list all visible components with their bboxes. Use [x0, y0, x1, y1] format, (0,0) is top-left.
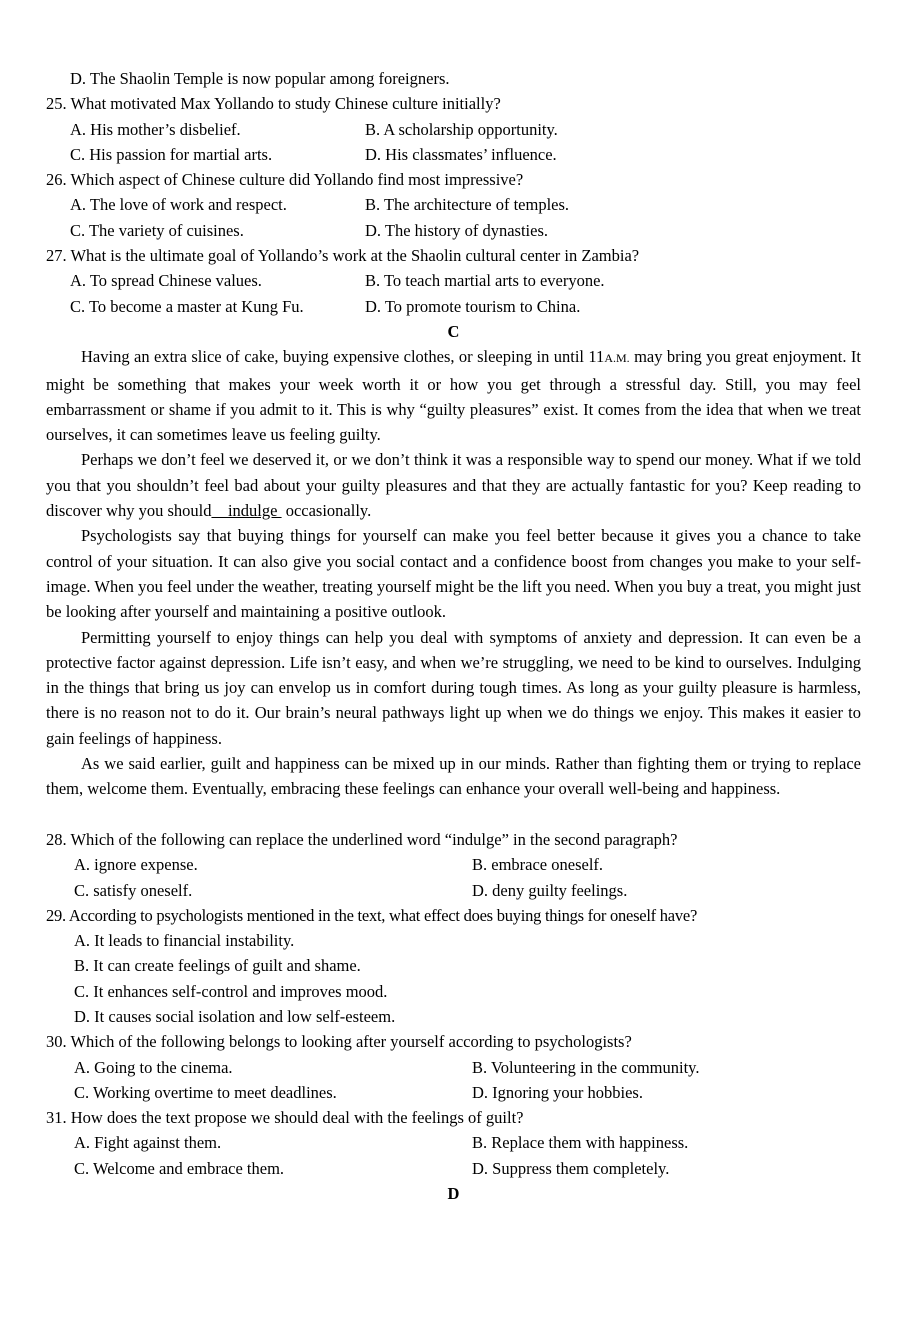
option-c: C. His passion for martial arts. — [70, 144, 273, 164]
option-d: D. To promote tourism to China. — [365, 296, 581, 316]
question-text: According to psychologists mentioned in the text, what effect does buying things for oneself have? — [68, 905, 698, 925]
question-number: 31. — [46, 1108, 67, 1128]
passage-paragraph-5: As we said earlier, guilt and happiness can be mixed up in our minds. Rather than fighting them or trying to replace them, welcome them. Eventually, embracing these feelings can enhance your overall well-being and happiness. — [46, 754, 861, 799]
option-a: A. His mother’s disbelief. — [70, 119, 241, 139]
option-d: D. Ignoring your hobbies. — [472, 1082, 643, 1102]
option-c: C. Working overtime to meet deadlines. — [74, 1082, 337, 1102]
option-d: D. The history of dynasties. — [365, 220, 549, 240]
question-number: 28. — [46, 829, 67, 849]
paragraph-text: occasionally. — [285, 501, 372, 521]
option-d: D. Suppress them completely. — [472, 1158, 670, 1178]
passage-paragraph-4: Permitting yourself to enjoy things can help you deal with symptoms of anxiety and depression. It can even be a protective factor against depression. Life isn’t easy, and when we’re struggling, we need to be kind to ourselves. Indulging in the things that bring us joy can envelop us in comfort during tough times. As long as your guilty pleasure is harmless, there is no reason not to do it. Our brain’s neural pathways light up when we do things we enjoy. This makes it easier to gain feelings of happiness. — [46, 627, 861, 748]
question-26-stem — [46, 167, 861, 192]
question-29-stem — [46, 903, 861, 928]
option-a: A. It leads to financial instability. — [74, 931, 295, 951]
option-c: C. It enhances self-control and improves mood. — [74, 981, 388, 1001]
option-a: A. ignore expense. — [74, 855, 198, 875]
time-suffix: A.M. — [604, 351, 630, 366]
question-30-options-row-1 — [46, 1055, 861, 1080]
question-text: Which of the following belongs to looking after yourself according to psychologists? — [70, 1032, 632, 1052]
passage-paragraph-2 — [46, 447, 861, 523]
option-b: B. embrace oneself. — [472, 855, 604, 875]
question-number: 26. — [46, 170, 67, 190]
option-a: A. The love of work and respect. — [70, 195, 287, 215]
question-text: What motivated Max Yollando to study Chinese culture initially? — [70, 94, 501, 114]
option-c: C. The variety of cuisines. — [70, 220, 244, 240]
question-25-stem — [46, 91, 861, 116]
exam-page — [46, 66, 861, 1206]
question-number: 30. — [46, 1032, 67, 1052]
option-b: B. Replace them with happiness. — [472, 1133, 689, 1153]
section-c-heading: C — [447, 321, 460, 341]
option-b: B. It can create feelings of guilt and shame. — [74, 956, 361, 976]
question-text: Which aspect of Chinese culture did Yollando find most impressive? — [70, 170, 524, 190]
question-number: 25. — [46, 94, 67, 114]
passage-paragraph-1 — [46, 344, 861, 447]
option-a: A. Going to the cinema. — [74, 1057, 233, 1077]
question-number: 29. — [46, 905, 66, 925]
question-28-stem — [46, 827, 861, 852]
option-a: A. Fight against them. — [74, 1133, 222, 1153]
option-b: B. To teach martial arts to everyone. — [365, 271, 605, 291]
option-c: C. Welcome and embrace them. — [74, 1158, 285, 1178]
question-31-stem — [46, 1105, 861, 1130]
option-b: B. Volunteering in the community. — [472, 1057, 700, 1077]
question-25-options-row-1 — [46, 117, 861, 142]
option-b: B. The architecture of temples. — [365, 195, 570, 215]
paragraph-text: may bring you great enjoyment. It might be something that makes your week worth it or how you get through a stressful day. Still, you may feel embarrassment or shame if you admit to it. This is why “guilty pleasures” exist. It comes from the idea that when we treat ourselves, it can sometimes leave us feeling guilty. — [46, 347, 861, 445]
prev-question-option-d: D. The Shaolin Temple is now popular among foreigners. — [70, 69, 450, 88]
section-d-heading: D — [447, 1184, 460, 1204]
option-d: D. deny guilty feelings. — [472, 880, 628, 900]
question-27-options-row-2 — [46, 294, 861, 319]
option-b: B. A scholarship opportunity. — [365, 119, 558, 139]
question-27-options-row-1 — [46, 268, 861, 293]
option-d: D. His classmates’ influence. — [365, 144, 557, 164]
question-26-options-row-1 — [46, 192, 861, 217]
option-a: A. To spread Chinese values. — [70, 271, 262, 291]
question-28-options-row-1 — [46, 852, 861, 877]
question-28-options-row-2 — [46, 878, 861, 903]
question-30-stem — [46, 1029, 861, 1054]
spacer — [46, 802, 861, 827]
question-text: What is the ultimate goal of Yollando’s work at the Shaolin cultural center in Zambia? — [70, 246, 640, 266]
option-d: D. It causes social isolation and low self-esteem. — [74, 1006, 396, 1026]
passage-paragraph-3: Psychologists say that buying things for yourself can make you feel better because it gives you a chance to take control of your situation. It can also give you social contact and a confidence boost from changes you make to your self-image. When you feel under the weather, treating yourself might be the lift you need. When you buy a treat, you might just be looking after yourself and maintaining a positive outlook. — [46, 526, 861, 622]
option-c: C. satisfy oneself. — [74, 880, 193, 900]
question-text: Which of the following can replace the underlined word “indulge” in the second paragraph? — [70, 829, 678, 849]
underlined-word-indulge: indulge — [211, 501, 282, 521]
question-31-options-row-1 — [46, 1130, 861, 1155]
question-26-options-row-2 — [46, 218, 861, 243]
paragraph-text: Having an extra slice of cake, buying expensive clothes, or sleeping in until 11 — [81, 347, 605, 367]
question-number: 27. — [46, 246, 67, 266]
question-text: How does the text propose we should deal with the feelings of guilt? — [70, 1108, 524, 1128]
paragraph-text: Perhaps we don’t feel we deserved it, or we don’t think it was a responsible way to spend our money. What if we told you that you shouldn’t feel bad about your guilty pleasures and that they are actually fantastic for you? Keep reading to discover why you should — [46, 450, 861, 521]
question-27-stem — [46, 243, 861, 268]
question-25-options-row-2 — [46, 142, 861, 167]
option-c: C. To become a master at Kung Fu. — [70, 296, 304, 316]
question-31-options-row-2 — [46, 1156, 861, 1181]
question-30-options-row-2 — [46, 1080, 861, 1105]
